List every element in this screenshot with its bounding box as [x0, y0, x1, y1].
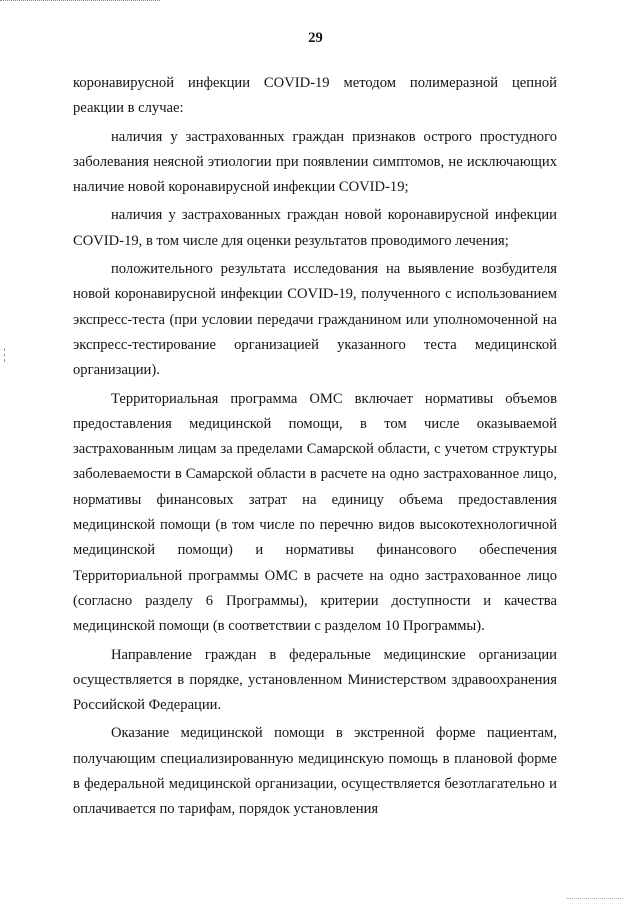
paragraph: Территориальная программа ОМС включает нормативы объемов предоставления медицинской помощи, в том числе оказываемой застрахованным лицам за пределами Самарской области, с учетом структуры заболеваемости в Самарской области в расчете на одно застрахованное лицо, нормативы финансовых затрат на единицу объема предоставления медицинской помощи (в том числе по перечню видов высокотехнологичной медицинской помощи) и нормативы финансового обеспечения Территориальной программы ОМС в расчете на одно застрахованное лицо (согласно разделу 6 Программы), критерии доступности и качества медицинской помощи (в соответствии с разделом 10 Программы).	[73, 390, 557, 635]
scan-artifact-corner	[567, 895, 623, 899]
paragraph-list-item: наличия у застрахованных граждан новой коронавирусной инфекции COVID-19, в том числе для оценки результатов проводимого лечения;	[73, 207, 557, 249]
paragraph: Направление граждан в федеральные медицинские организации осуществляется в порядке, установленном Министерством здравоохранения Российской Федерации.	[73, 646, 557, 714]
scan-artifact-side	[4, 348, 7, 362]
paragraph-list-item: наличия у застрахованных граждан признаков острого простудного заболевания неясной этиологии при появлении симптомов, не исключающих наличие новой коронавирусной инфекции COVID-19;	[73, 128, 557, 196]
paragraph-list-item: положительного результата исследования на выявление возбудителя новой коронавирусной инфекции COVID-19, полученного с использованием экспресс-теста (при условии передачи гражданином или уполномоченной на экспресс-тестирование организацией указанного теста медицинской организации).	[73, 261, 557, 379]
page-number: 29	[308, 30, 323, 46]
document-body	[73, 71, 557, 823]
paragraph-continuation: коронавирусной инфекции COVID-19 методом полимеразной цепной реакции в случае:	[73, 75, 557, 117]
paragraph: Оказание медицинской помощи в экстренной форме пациентам, получающим специализированную медицинскую помощь в плановой форме в федеральной медицинской организации, осуществляется безотлагательно и оплачивается по тарифам, порядок установления	[73, 725, 557, 818]
scan-artifact-top	[0, 0, 160, 4]
